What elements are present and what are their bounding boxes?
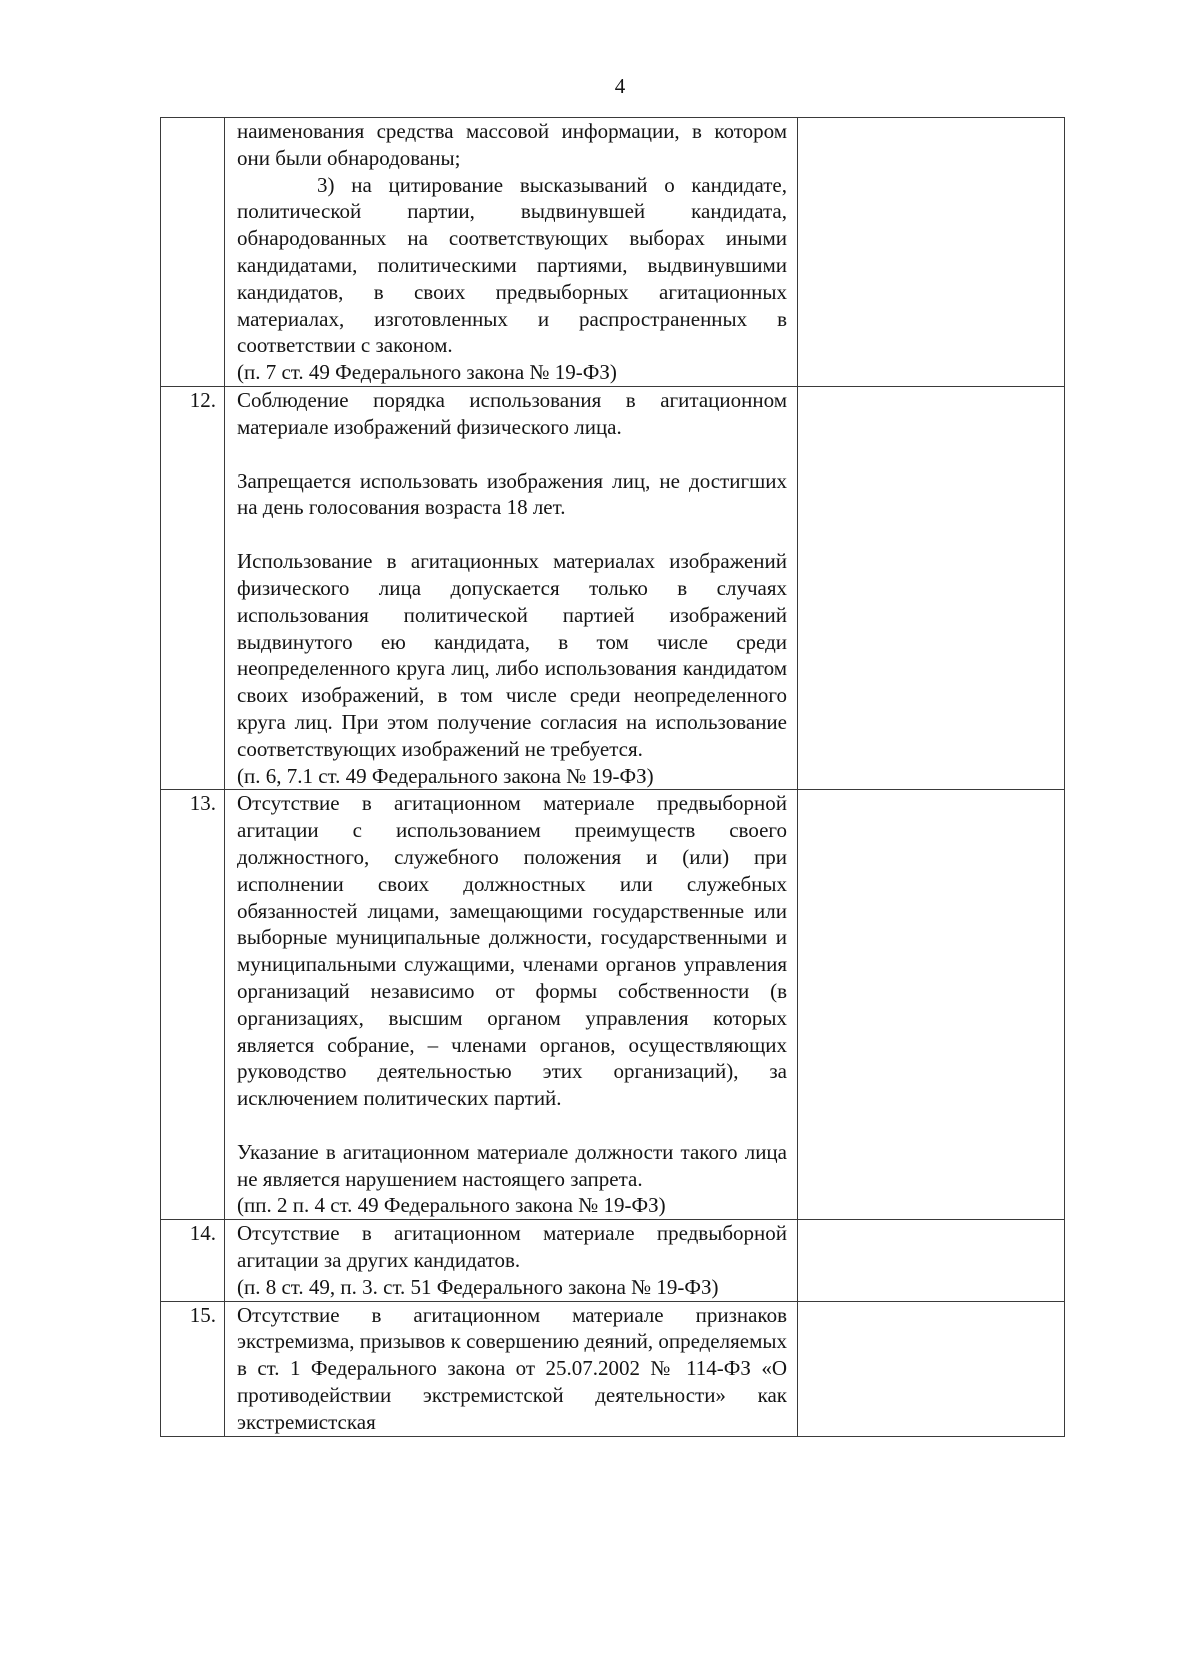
row-requirement-text bbox=[225, 790, 798, 1220]
row-requirement-text bbox=[225, 118, 798, 387]
table-row bbox=[161, 1220, 1065, 1301]
row-number: 15. bbox=[161, 1301, 225, 1436]
row-number bbox=[161, 118, 225, 387]
law-reference: (п. 6, 7.1 ст. 49 Федерального закона № 19-ФЗ) bbox=[237, 763, 654, 788]
law-reference: (пп. 2 п. 4 ст. 49 Федерального закона № 19-ФЗ) bbox=[237, 1193, 666, 1218]
table-row bbox=[161, 1301, 1065, 1436]
paragraph: Запрещается использовать изображения лиц, не достигших на день голосования возраста 18 лет. bbox=[237, 468, 787, 520]
row-note-cell bbox=[798, 790, 1065, 1220]
row-requirement-text bbox=[225, 1220, 798, 1301]
row-note-cell bbox=[798, 1301, 1065, 1436]
paragraph: Использование в агитационных материалах изображений физического лица допускается только в случаях использования политической партией изображений выдвинутого ею кандидата, в том числе среди неопределенного круга лиц, либо использования кандидатом своих изображений, в том числе среди неопределенного круга лиц. При этом получение согласия на использование соответствующих изображений не требуется. bbox=[237, 549, 787, 761]
table-row bbox=[161, 386, 1065, 789]
table-row bbox=[161, 790, 1065, 1220]
checklist-table bbox=[160, 117, 1065, 1437]
row-requirement-text bbox=[225, 386, 798, 789]
row-number: 12. bbox=[161, 386, 225, 789]
row-number: 13. bbox=[161, 790, 225, 1220]
paragraph: 3) на цитирование высказываний о кандидате, политической партии, выдвинувшей кандидата, обнародованных на соответствующих выборах иными кандидатами, политическими партиями, выдвинувшими кандидатов, в своих предвыборных агитационных материалах, изготовленных и распространенных в соответствии с законом. bbox=[237, 172, 787, 358]
row-number: 14. bbox=[161, 1220, 225, 1301]
law-reference: (п. 8 ст. 49, п. 3. ст. 51 Федерального закона № 19-ФЗ) bbox=[237, 1274, 719, 1299]
page-number: 4 bbox=[614, 74, 626, 98]
row-note-cell bbox=[798, 386, 1065, 789]
paragraph: Соблюдение порядка использования в агитационном материале изображений физического лица. bbox=[237, 387, 787, 439]
paragraph: Отсутствие в агитационном материале предвыборной агитации за других кандидатов. bbox=[237, 1221, 787, 1273]
row-note-cell bbox=[798, 118, 1065, 387]
table-row bbox=[161, 118, 1065, 387]
row-note-cell bbox=[798, 1220, 1065, 1301]
paragraph: Указание в агитационном материале должности такого лица не является нарушением настоящего запрета. bbox=[237, 1139, 787, 1191]
paragraph: Отсутствие в агитационном материале признаков экстремизма, призывов к совершению деяний, определяемых в ст. 1 Федерального закона от 25.07.2002 № 114-ФЗ «О противодействии экстремистской деятельности» как экстремистская bbox=[237, 1302, 787, 1434]
law-reference: (п. 7 ст. 49 Федерального закона № 19-ФЗ) bbox=[237, 360, 617, 385]
row-requirement-text bbox=[225, 1301, 798, 1436]
paragraph: наименования средства массовой информации, в котором они были обнародованы; bbox=[237, 119, 787, 170]
paragraph: Отсутствие в агитационном материале предвыборной агитации с использованием преимуществ своего должностного, служебного положения и (или) при исполнении своих должностных или служебных обязанностей лицами, замещающими государственные или выборные муниципальные должности, государственными и муниципальными служащими, членами органов управления организаций независимо от формы собственности (в организациях, высшим органом управления которых является собрание, – членами органов, осуществляющих руководство деятельностью этих организаций), за исключением политических партий. bbox=[237, 791, 787, 1111]
